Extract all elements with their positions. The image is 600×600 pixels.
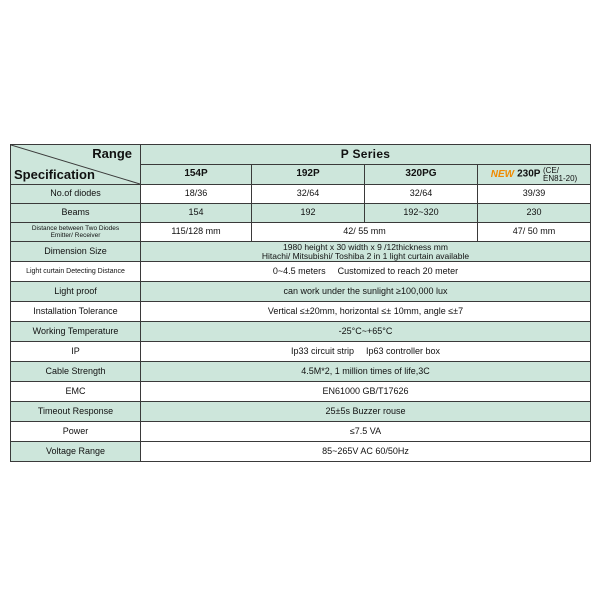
specification-table <box>10 144 591 462</box>
cell-dimension <box>141 242 591 262</box>
new-badge: NEW <box>490 168 515 180</box>
row-distance <box>11 223 591 242</box>
cell-emc: EN61000 GB/T17626 <box>141 382 591 402</box>
cell-ip <box>141 342 591 362</box>
cell-diodes-320pg: 32/64 <box>365 185 478 204</box>
row-label-cable-strength: Cable Strength <box>11 362 141 382</box>
cell-beams-320pg: 192~320 <box>365 204 478 223</box>
row-label-power: Power <box>11 422 141 442</box>
row-diodes <box>11 185 591 204</box>
row-label-emc: EMC <box>11 382 141 402</box>
row-label-voltage-range: Voltage Range <box>11 442 141 462</box>
detect-value-a: 0~4.5 meters <box>272 265 326 276</box>
row-label-working-temperature: Working Temperature <box>11 322 141 342</box>
range-label: Range <box>92 146 132 161</box>
ip-value-a: Ip33 circuit strip <box>290 345 354 356</box>
row-label-light-proof: Light proof <box>11 282 141 302</box>
header-corner-cell <box>11 145 141 185</box>
cert-line-1: (CE/ <box>542 165 559 175</box>
cell-beams-192p: 192 <box>252 204 365 223</box>
certification-label <box>543 167 577 182</box>
row-working-temperature <box>11 322 591 342</box>
model-154p: 154P <box>141 165 252 185</box>
cell-beams-154p: 154 <box>141 204 252 223</box>
header-row-series <box>11 145 591 165</box>
row-beams <box>11 204 591 223</box>
row-emc <box>11 382 591 402</box>
detect-value-b: Customized to reach 20 meter <box>337 265 459 276</box>
row-label-installation-tolerance: Installation Tolerance <box>11 302 141 322</box>
row-label-ip: IP <box>11 342 141 362</box>
cell-working-temperature: -25°C~+65°C <box>141 322 591 342</box>
cell-cable-strength: 4.5M*2, 1 million times of life,3C <box>141 362 591 382</box>
model-192p: 192P <box>252 165 365 185</box>
cell-power: ≤7.5 VA <box>141 422 591 442</box>
cell-light-proof: can work under the sunlight ≥100,000 lux <box>141 282 591 302</box>
cell-distance-230p: 47/ 50 mm <box>478 223 591 242</box>
cell-distance-154p: 115/128 mm <box>141 223 252 242</box>
row-voltage-range <box>11 442 591 462</box>
cert-line-2: EN81-20) <box>542 173 578 183</box>
cell-diodes-154p: 18/36 <box>141 185 252 204</box>
cell-installation-tolerance: Vertical ≤±20mm, horizontal ≤± 10mm, angle ≤±7 <box>141 302 591 322</box>
cell-distance-192p-320pg: 42/ 55 mm <box>252 223 478 242</box>
row-label-diodes: No.of diodes <box>11 185 141 204</box>
specification-label: Specification <box>14 167 95 183</box>
cell-diodes-230p: 39/39 <box>478 185 591 204</box>
row-light-proof <box>11 282 591 302</box>
model-230p-cell <box>478 165 591 185</box>
cell-beams-230p: 230 <box>478 204 591 223</box>
series-title: P Series <box>141 145 591 165</box>
cell-timeout-response: 25±5s Buzzer rouse <box>141 402 591 422</box>
row-label-beams: Beams <box>11 204 141 223</box>
distance-label-line-2: Emitter/ Receiver <box>50 232 101 239</box>
row-label-timeout-response: Timeout Response <box>11 402 141 422</box>
row-installation-tolerance <box>11 302 591 322</box>
model-320pg: 320PG <box>365 165 478 185</box>
model-230p: 230P <box>517 168 541 180</box>
cell-diodes-192p: 32/64 <box>252 185 365 204</box>
dimension-line-1: 1980 height x 30 width x 9 /12thickness mm <box>283 241 448 252</box>
row-ip <box>11 342 591 362</box>
cell-voltage-range: 85~265V AC 60/50Hz <box>141 442 591 462</box>
row-cable-strength <box>11 362 591 382</box>
row-dimension <box>11 242 591 262</box>
distance-label-line-1: Distance between Two Diodes <box>31 224 120 232</box>
row-label-distance <box>11 223 141 242</box>
cell-detecting-distance <box>141 262 591 282</box>
ip-value-b: Ip63 controller box <box>365 345 441 356</box>
row-label-dimension: Dimension Size <box>11 242 141 262</box>
row-timeout-response <box>11 402 591 422</box>
row-power <box>11 422 591 442</box>
row-label-detecting-distance: Light curtain Detecting Distance <box>11 262 141 282</box>
row-detecting-distance <box>11 262 591 282</box>
dimension-line-2: Hitachi/ Mitsubishi/ Toshiba 2 in 1 light curtain available <box>261 250 470 261</box>
